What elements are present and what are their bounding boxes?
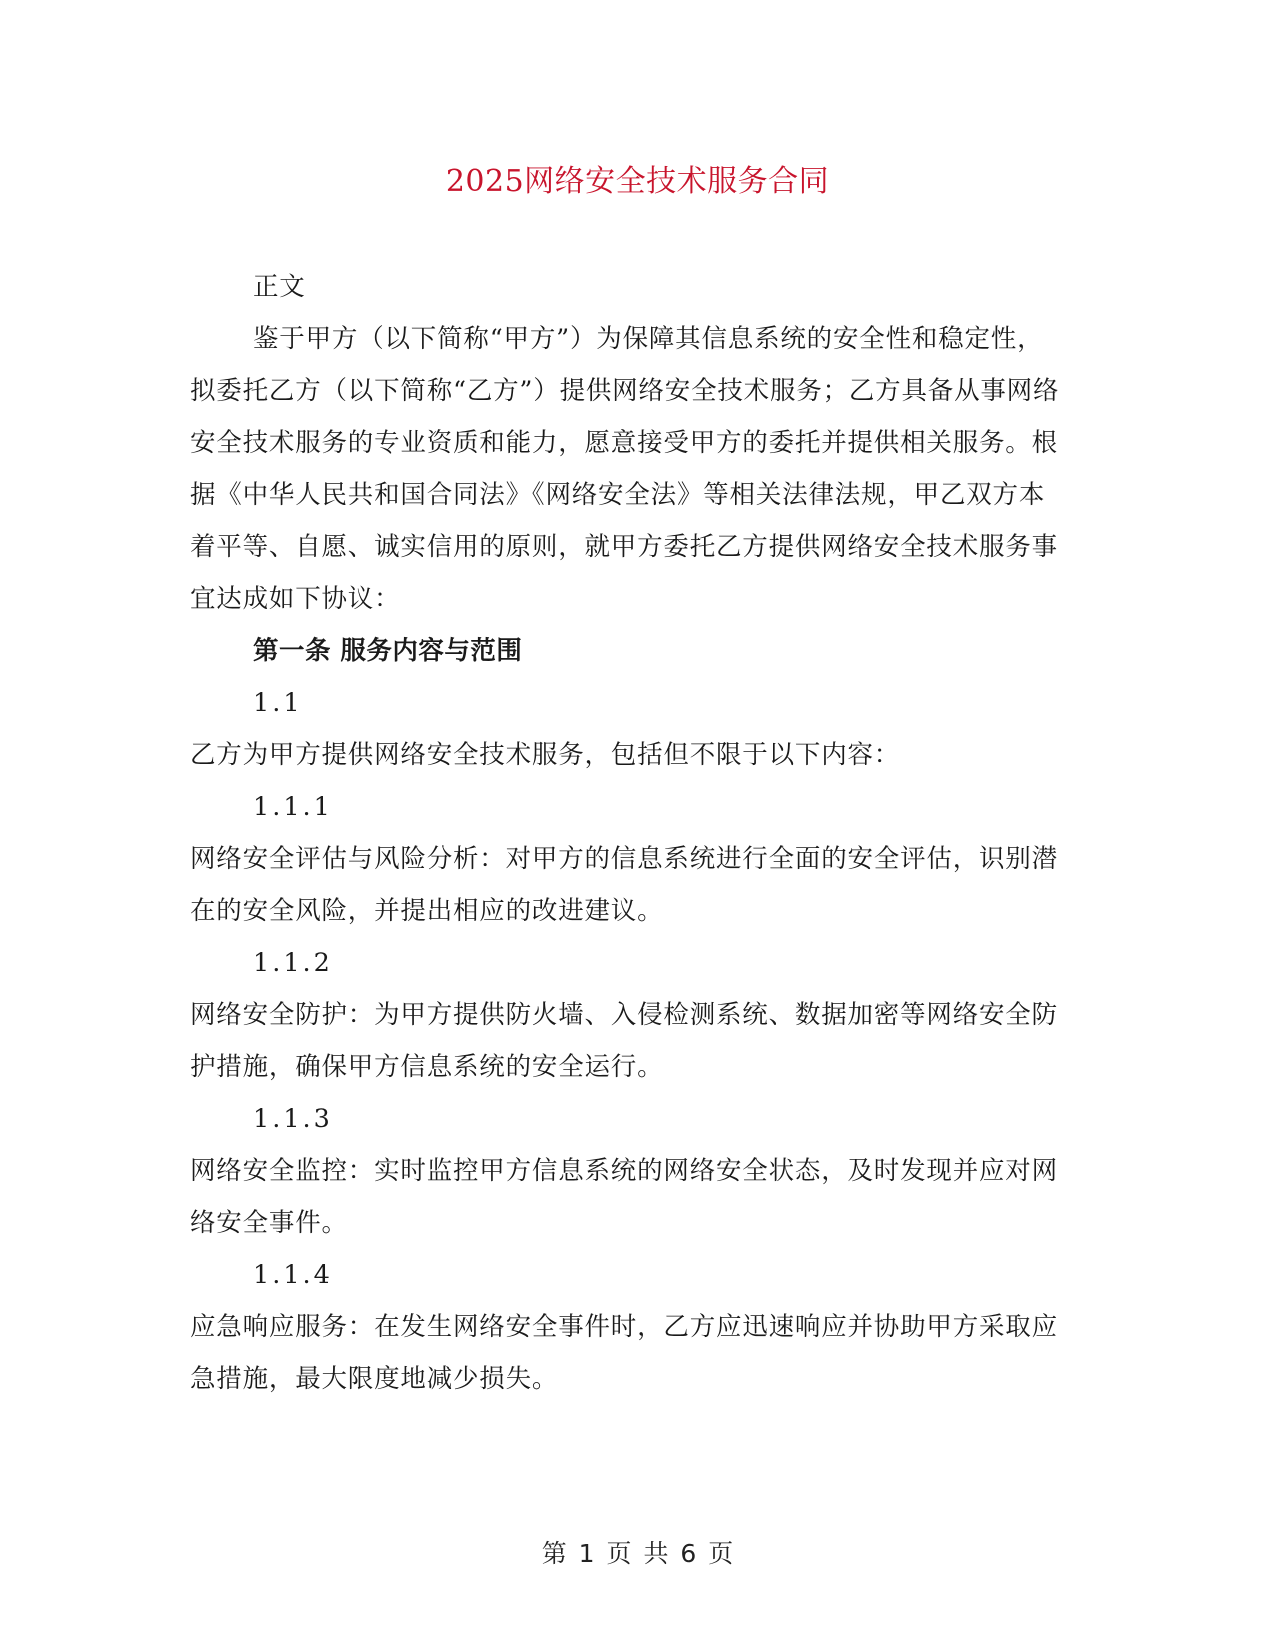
- clause-number: 1.1: [253, 688, 303, 718]
- document-body: [190, 261, 1065, 1405]
- clause-text: 应急响应服务：在发生网络安全事件时，乙方应迅速响应并协助甲方采取应急措施，最大限度地减少损失。: [190, 1312, 1058, 1394]
- clause-text: 网络安全监控：实时监控甲方信息系统的网络安全状态，及时发现并应对网络安全事件。: [190, 1156, 1058, 1238]
- clause-number: 1.1.2: [253, 948, 333, 978]
- page-indicator: 第 1 页 共 6 页: [541, 1539, 734, 1568]
- clause-number: 1.1.1: [253, 792, 333, 822]
- clause-text: 乙方为甲方提供网络安全技术服务，包括但不限于以下内容：: [190, 740, 901, 770]
- clause-text: 网络安全评估与风险分析：对甲方的信息系统进行全面的安全评估，识别潜在的安全风险，并提出相应的改进建议。: [190, 844, 1058, 926]
- article-heading: 第一条 服务内容与范围: [253, 636, 523, 666]
- section-label: 正文: [253, 272, 306, 302]
- clause-number: 1.1.3: [253, 1104, 333, 1134]
- document-title: 2025网络安全技术服务合同: [445, 164, 830, 199]
- clause-text: 网络安全防护：为甲方提供防火墙、入侵检测系统、数据加密等网络安全防护措施，确保甲方信息系统的安全运行。: [190, 1000, 1058, 1082]
- clause-number: 1.1.4: [253, 1260, 333, 1290]
- preamble-paragraph: 鉴于甲方（以下简称“甲方”）为保障其信息系统的安全性和稳定性，拟委托乙方（以下简称“乙方”）提供网络安全技术服务；乙方具备从事网络安全技术服务的专业资质和能力，愿意接受甲方的委托并提供相关服务。根据《中华人民共和国合同法》《网络安全法》等相关法律法规，甲乙双方本着平等、自愿、诚实信用的原则，就甲方委托乙方提供网络安全技术服务事宜达成如下协议：: [190, 324, 1060, 614]
